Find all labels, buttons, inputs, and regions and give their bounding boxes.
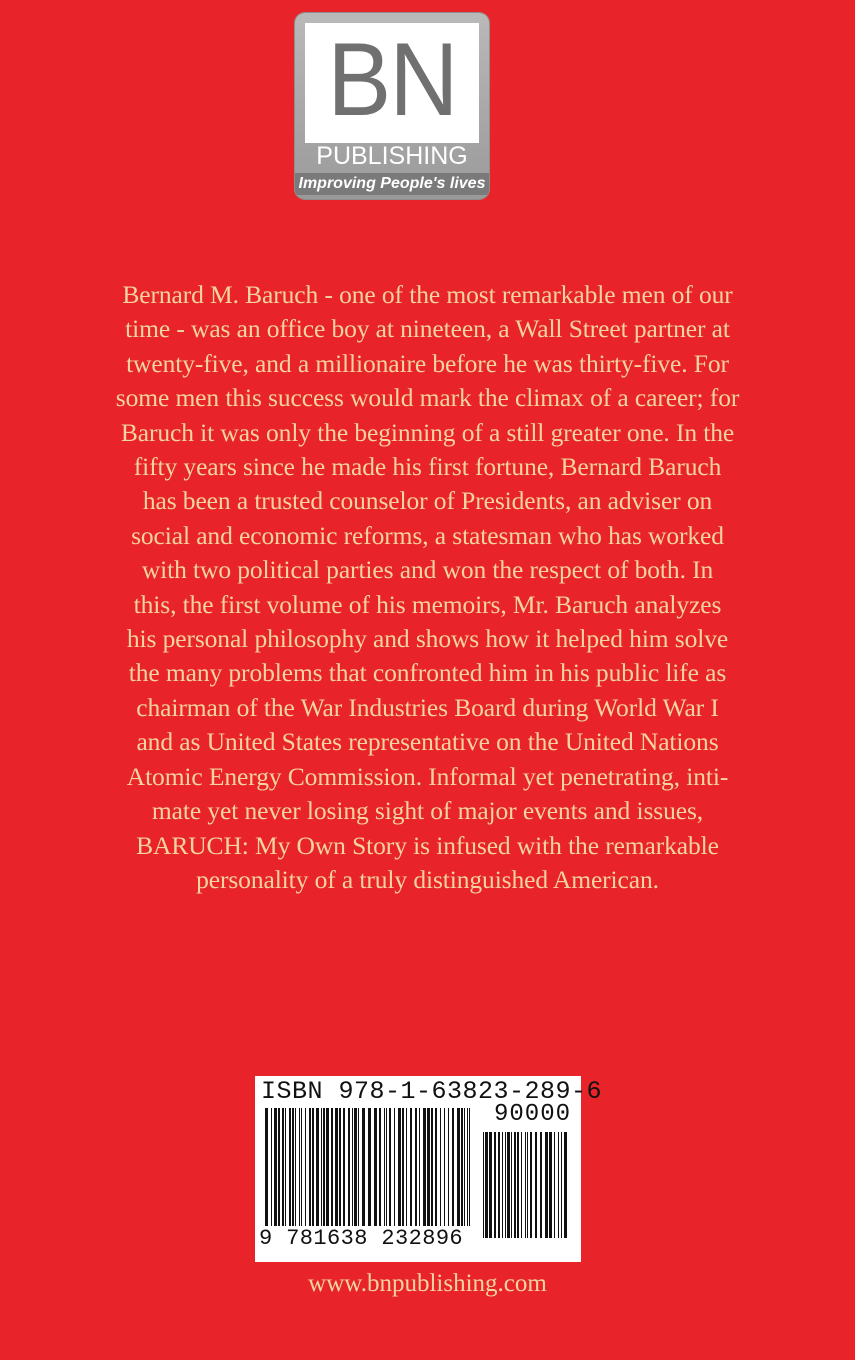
barcode-bar	[457, 1108, 460, 1226]
barcode-bar	[374, 1108, 377, 1226]
barcode-bar	[323, 1108, 325, 1226]
barcode-bar	[389, 1108, 391, 1226]
barcode-bar	[483, 1132, 484, 1238]
barcode-bar	[564, 1132, 567, 1238]
barcode-bar	[358, 1108, 359, 1226]
description-line: Bernard M. Baruch - one of the most remarkable men of our	[122, 280, 733, 309]
barcode-bar	[527, 1132, 528, 1238]
barcode-bar	[511, 1132, 512, 1238]
barcode-bar	[271, 1108, 272, 1226]
barcode-bar	[514, 1132, 516, 1238]
description-line: his personal philosophy and shows how it helped him solve	[126, 624, 729, 654]
barcode-bar	[406, 1108, 407, 1226]
barcode-bar	[549, 1132, 552, 1238]
ean-digits: 9 781638 232896	[259, 1226, 464, 1251]
barcode-bar	[419, 1108, 420, 1226]
description-line: the many problems that confronted him in his public life as	[128, 658, 727, 688]
book-description	[40, 278, 815, 897]
barcode-bar	[502, 1132, 503, 1238]
barcode-bar	[494, 1132, 496, 1238]
barcode-bar	[278, 1108, 280, 1226]
barcode-bar	[386, 1108, 387, 1226]
barcode-bar	[489, 1132, 492, 1238]
barcode-bar	[517, 1132, 519, 1238]
barcode-bar	[335, 1108, 338, 1226]
barcode-bar	[285, 1108, 286, 1226]
barcode-bar	[339, 1108, 341, 1226]
description-line: has been a trusted counselor of Presidents, an adviser on	[142, 486, 713, 516]
description-line: personality of a truly distinguished American.	[196, 864, 659, 894]
publisher-logo	[295, 13, 489, 199]
barcode-bar	[326, 1108, 329, 1226]
description-line: and as United States representative on the United Nations	[136, 727, 719, 757]
barcode-bar	[331, 1108, 333, 1226]
barcode-bar	[282, 1108, 284, 1226]
description-line: BARUCH: My Own Story is infused with the remarkable	[136, 830, 719, 860]
barcode-bar	[321, 1108, 322, 1226]
barcode-bar	[507, 1132, 510, 1238]
barcode-bar	[295, 1108, 296, 1226]
barcode-bar	[505, 1132, 506, 1238]
barcode-bar	[398, 1108, 401, 1226]
barcode-bar	[561, 1132, 562, 1238]
barcode-bar	[348, 1108, 350, 1226]
description-line: social and economic reforms, a statesman who has worked	[131, 520, 724, 550]
logo-wordmark: PUBLISHING	[316, 142, 468, 170]
barcode-bar	[440, 1108, 441, 1226]
isbn-number: ISBN 978-1-63823-289-6	[261, 1077, 603, 1106]
barcode-bar	[427, 1108, 430, 1226]
barcode-bar	[444, 1108, 445, 1226]
barcode-bar	[469, 1108, 470, 1226]
description-line: twenty-five, and a millionaire before he was thirty-five. For	[126, 348, 729, 378]
barcode-bar	[545, 1132, 548, 1238]
description-line: with two political parties and won the respect of both. In	[141, 555, 714, 585]
barcode-bar	[379, 1108, 381, 1226]
barcode-bar	[312, 1108, 314, 1226]
logo-tagline: Improving People's lives	[295, 173, 489, 195]
barcode-bar	[467, 1108, 468, 1226]
barcode-bar	[535, 1132, 537, 1238]
barcode-bar	[423, 1108, 426, 1226]
description-line: Atomic Energy Commission. Informal yet penetrating, inti-	[126, 761, 729, 791]
barcode-bar	[452, 1108, 454, 1226]
barcode-bar	[525, 1132, 526, 1238]
barcode-bar	[305, 1108, 306, 1226]
barcode-bar	[274, 1108, 277, 1226]
barcode-bar	[461, 1108, 463, 1226]
barcode-bar	[368, 1108, 371, 1226]
barcode-bar	[540, 1132, 542, 1238]
barcode-bar	[352, 1108, 353, 1226]
barcode-bar	[498, 1132, 500, 1238]
barcode-bar	[316, 1108, 319, 1226]
description-line: Baruch it was only the beginning of a still greater one. In the	[120, 417, 735, 447]
logo-panel	[305, 23, 479, 143]
barcode-bar	[448, 1108, 449, 1226]
barcode-bar	[558, 1132, 559, 1238]
barcode-bar	[530, 1132, 532, 1238]
barcode-bar	[309, 1108, 311, 1226]
barcode-bar	[265, 1108, 268, 1226]
barcode-bar	[343, 1108, 345, 1226]
barcode-bar	[292, 1108, 294, 1226]
barcode-bar	[301, 1108, 302, 1226]
barcode-bar	[362, 1108, 365, 1226]
barcode-bar	[402, 1108, 404, 1226]
description-line: time - was an office boy at nineteen, a Wall Street partner at	[125, 314, 730, 344]
publisher-website[interactable]: www.bnpublishing.com	[308, 1270, 547, 1297]
description-line: mate yet never losing sight of major events and issues,	[151, 796, 704, 826]
logo-mark: BN	[327, 22, 457, 138]
barcode-bar	[354, 1108, 357, 1226]
barcode-bar	[410, 1108, 412, 1226]
barcode-bar	[464, 1108, 465, 1226]
barcode-bar	[384, 1108, 385, 1226]
description-line: some men this success would mark the climax of a career; for	[115, 383, 740, 413]
barcode-bar	[289, 1108, 291, 1226]
price-code: 90000	[493, 1101, 571, 1128]
description-line: fifty years since he made his first fortune, Bernard Baruch	[133, 452, 722, 482]
barcode-bar	[299, 1108, 300, 1226]
description-line: chairman of the War Industries Board during World War I	[136, 692, 719, 722]
isbn-barcode	[255, 1076, 603, 1262]
barcode-bar	[485, 1132, 488, 1238]
barcode-bar	[431, 1108, 433, 1226]
barcode-bar	[415, 1108, 417, 1226]
barcode-bar	[521, 1132, 522, 1238]
barcode-bar	[435, 1108, 437, 1226]
description-line: this, the first volume of his memoirs, Mr. Baruch analyzes	[133, 589, 722, 619]
barcode-bar	[394, 1108, 395, 1226]
barcode-bar	[554, 1132, 555, 1238]
addon-barcode-bars	[483, 1132, 571, 1238]
